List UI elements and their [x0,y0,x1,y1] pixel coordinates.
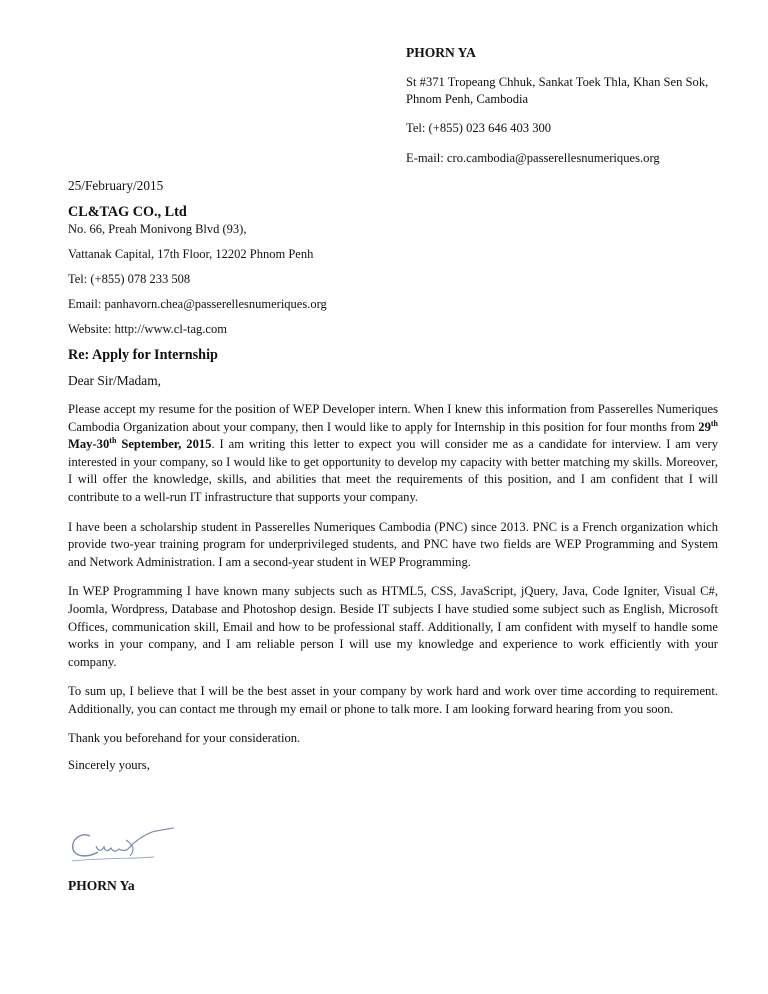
sender-email: E-mail: cro.cambodia@passerellesnumeriques.org [406,151,660,165]
sender-address: St #371 Tropeang Chhuk, Sankat Toek Thla, Khan Sen Sok, Phnom Penh, Cambodia [406,75,709,106]
subject-line: Re: Apply for Internship [68,347,218,363]
paragraph-skills: In WEP Programming I have known many subjects such as HTML5, CSS, JavaScript, jQuery, Java, Code Igniter, Visual C#, Joomla, Wordpress, Database and Photoshop design. Beside IT subjects I have studied some subject such as English, Microsoft Offices, communication skill, Email and how to be professional staff. Additionally, I am confident with myself to handle some works in your company, and I am reliable person I will use my knowledge and experience to work efficiently with your company. [68,584,718,669]
recipient-website: Website: http://www.cl-tag.com [68,322,227,336]
paragraph-intro: Please accept my resume for the position of WEP Developer intern. When I knew this information from Passerelles Numeriques Cambodia Organization about your company, then I would like to apply for Internship in this position for four months from 29th May-30th September, 2015. I am writing this letter to expect you will consider me as a candidate for interview. I am very interested in your company, so I would like to get opportunity to develop my capacity with better matching my skills. Moreover, I will offer the knowledge, skills, and abilities that meet the requirements of this position, and I am confident that I will contribute to a well-run IT infrastructure that supports your company. [68,402,718,504]
salutation: Dear Sir/Madam, [68,373,161,388]
paragraph-background: I have been a scholarship student in Passerelles Numeriques Cambodia (PNC) since 2013. PNC is a French organization which provide two-year training program for underprivileged students, and PNC have two fields are WEP Programming and System and Network Administration. I am a second-year student in WEP Programming. [68,519,718,569]
letter-body [68,178,718,773]
recipient-address-line2: Vattanak Capital, 17th Floor, 12202 Phnom Penh [68,247,314,261]
sender-tel: Tel: (+855) 023 646 403 300 [406,121,552,135]
sender-name: PHORN YA [406,45,476,60]
recipient-address-line1: No. 66, Preah Monivong Blvd (93), [68,222,247,236]
recipient-email: Email: panhavorn.chea@passerellesnumeriques.org [68,297,327,311]
signature-icon [68,822,178,867]
sender-block [406,44,736,167]
recipient-company: CL&TAG CO., Ltd [68,204,187,220]
signer-name: PHORN Ya [68,878,135,893]
paragraph-conclusion: To sum up, I believe that I will be the best asset in your company by work hard and work over time according to requirement. Additionally, you can contact me through my email or phone to talk more. I am looking forward hearing from you soon. [68,684,718,716]
thanks-line: Thank you beforehand for your consideration. [68,730,301,745]
closing-line: Sincerely yours, [68,757,150,772]
recipient-tel: Tel: (+855) 078 233 508 [68,272,191,286]
letter-date: 25/February/2015 [68,178,164,193]
